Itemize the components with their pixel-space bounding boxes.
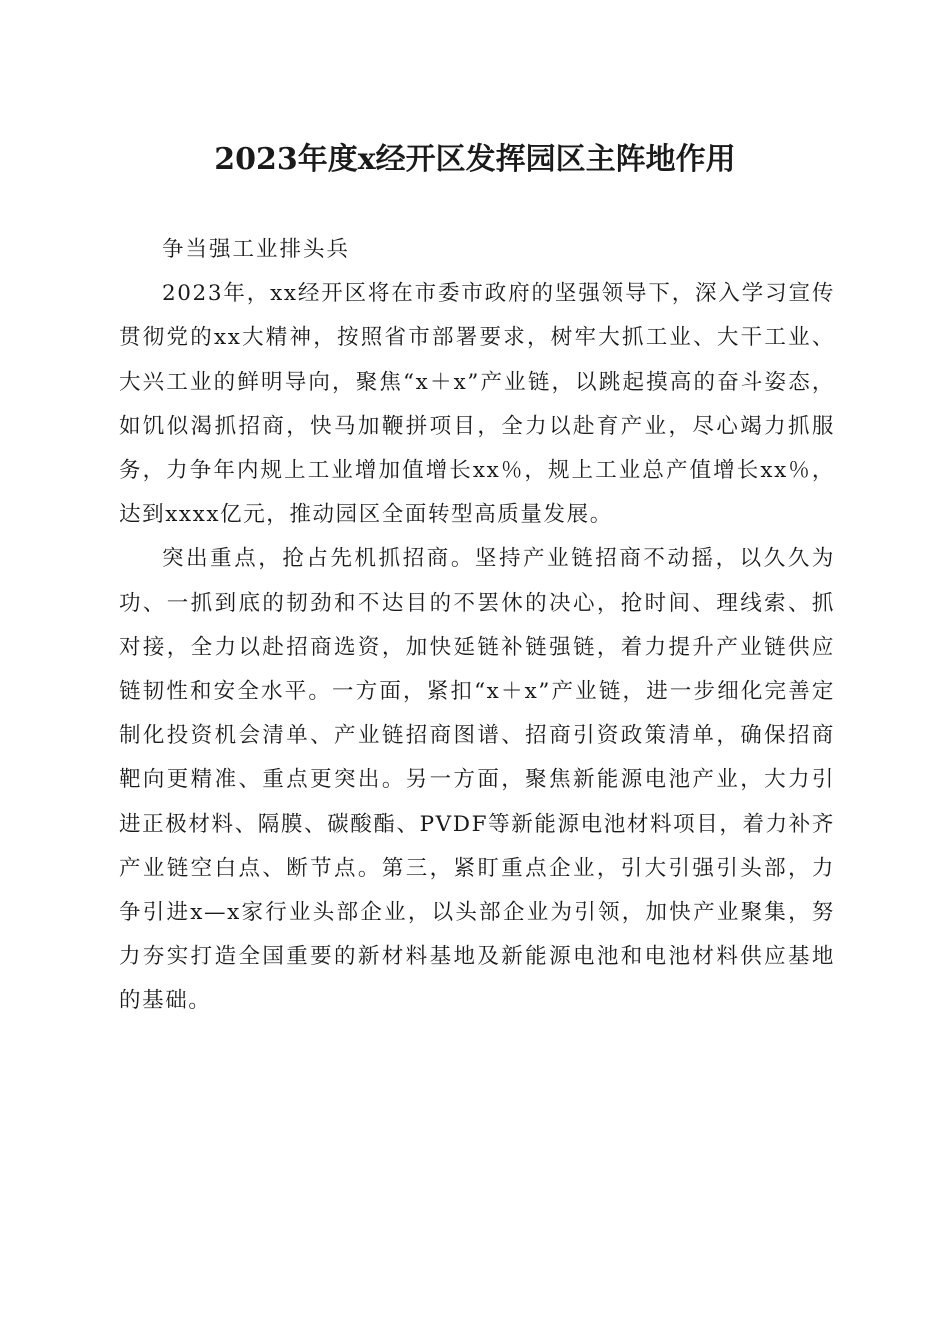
paragraph-1: 2023年，xx经开区将在市委市政府的坚强领导下，深入学习宣传贯彻党的xx大精神，按照省市部署要求，树牢大抓工业、大干工业、大兴工业的鲜明导向，聚焦“x＋x”产业链，以跳起摸高的奋斗姿态，如饥似渴抓招商，快马加鞭拼项目，全力以赴育产业，尽心竭力抓服务，力争年内规上工业增加值增长xx％，规上工业总产值增长xx％，达到xxxx亿元，推动园区全面转型高质量发展。 <box>119 281 835 528</box>
document-title: 2023年度x经开区发挥园区主阵地作用 <box>214 142 736 177</box>
document-subtitle: 争当强工业排头兵 <box>162 237 351 262</box>
paragraph-2: 突出重点，抢占先机抓招商。坚持产业链招商不动摇，以久久为功、一抓到底的韧劲和不达目的不罢休的决心，抢时间、理线索、抓对接，全力以赴招商选资，加快延链补链强链，着力提升产业链供应链韧性和安全水平。一方面，紧扣“x＋x”产业链，进一步细化完善定制化投资机会清单、产业链招商图谱、招商引资政策清单，确保招商靶向更精准、重点更突出。另一方面，聚焦新能源电池产业，大力引进正极材料、隔膜、碳酸酯、PVDF等新能源电池材料项目，着力补齐产业链空白点、断节点。第三，紧盯重点企业，引大引强引头部，力争引进x—x家行业头部企业，以头部企业为引领，加快产业聚集，努力夯实打造全国重要的新材料基地及新能源电池和电池材料供应基地的基础。 <box>119 546 835 1014</box>
document-body <box>119 228 835 1024</box>
